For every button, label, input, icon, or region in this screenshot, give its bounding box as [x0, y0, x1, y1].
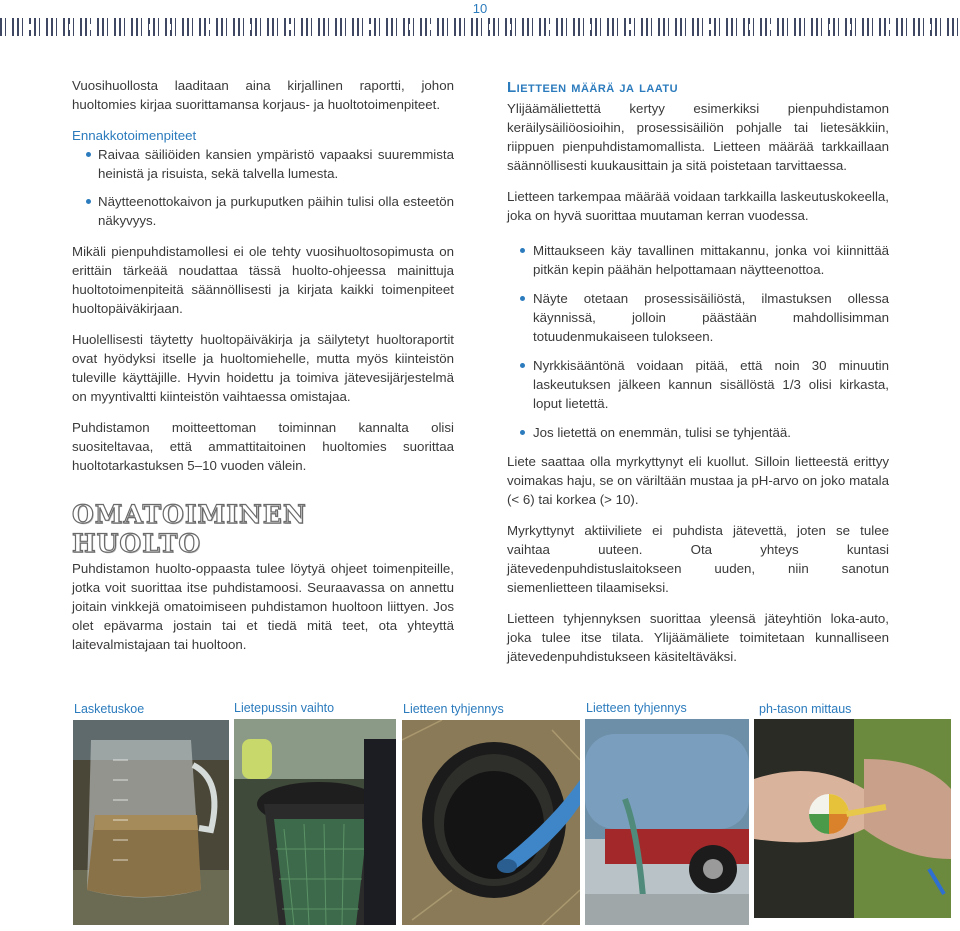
- preventive-list: [72, 145, 454, 230]
- ph-strip-photo: [754, 719, 951, 918]
- emptying-paragraph: Lietteen tyhjennyksen suorittaa yleensä jäteyhtiön loka-auto, joka tulee itse tilata. Ylijäämäliete toimitetaan kunnalliseen jätevedenpuhdistukseen käsiteltäväksi.: [507, 611, 889, 664]
- photo-caption: Lasketuskoe: [74, 702, 145, 716]
- right-column: [507, 78, 889, 678]
- list-item: Jos lietettä on enemmän, tulisi se tyhjentää.: [507, 423, 889, 442]
- header-barcode-mask: [0, 24, 960, 30]
- self-service-paragraph: Puhdistamon huolto-oppaasta tulee löytyä ohjeet toimenpiteille, jotka voit suorittaa itse puhdistamoosi. Seuraavassa on annettu joitain vinkkejä omatoimiseen puhdistamon huoltoon liittyen. Jos olet epävarma jostain tai et tiedä mitä teet, ota yhteyttä laitevalmistajaan tai huoltoon.: [72, 561, 454, 652]
- tank-truck-photo: [585, 719, 749, 925]
- list-item: Mittaukseen käy tavallinen mittakannu, jonka voi kiinnittää pitkän kepin päähän helpottamaan näytteenottoa.: [507, 241, 889, 279]
- settling-test-list: [507, 241, 889, 442]
- list-item: Näytteenottokaivon ja purkuputken päihin tulisi olla esteetön näkyvyys.: [72, 192, 454, 230]
- measuring-jug-photo: [73, 720, 229, 925]
- page-number: 10: [472, 1, 488, 16]
- bullet-icon: [520, 430, 525, 435]
- poisoned-sludge-paragraph: Liete saattaa olla myrkyttynyt eli kuollut. Silloin lietteestä erittyy voimakas haju, se on väriltään mustaa ja pH-arvo on joko matala (< 6) tai korkea (> 10).: [507, 454, 889, 507]
- photo-caption: Lietteen tyhjennys: [403, 702, 504, 716]
- left-column: [72, 76, 454, 487]
- service-diary-paragraph: Huolellisesti täytetty huoltopäiväkirja ja säilytetyt huoltoraportit ovat hyödyksi itselle ja huoltomiehelle, mutta myös kiinteistön tuleville käyttäjille. Hyvin hoidettu ja toimiva jätevesijärjestelmä on myyntivaltti kiinteistön vaihtaessa omistajaa.: [72, 332, 454, 404]
- intro-paragraph: Vuosihuollosta laaditaan aina kirjallinen raportti, johon huoltomies kirjaa suorittamansa korjaus- ja huoltotoimenpiteet.: [72, 78, 454, 112]
- section-banner: OMATOIMINEN HUOLTO: [72, 500, 307, 558]
- bullet-icon: [520, 248, 525, 253]
- photo-caption: Lietepussin vaihto: [234, 701, 335, 715]
- sludge-bag-photo: [234, 719, 396, 925]
- bullet-icon: [520, 296, 525, 301]
- photo-caption: Lietteen tyhjennys: [586, 701, 687, 715]
- service-contract-paragraph: Mikäli pienpuhdistamollesi ei ole tehty vuosihuoltosopimusta on erittäin tärkeää noudattaa tässä huolto-ohjeessa mainittuja huoltotoimenpiteitä säännöllisesti ja kirjata kaikki toimenpiteet huoltopäiväkirjaan.: [72, 244, 454, 316]
- left-column-bottom: [72, 559, 454, 666]
- inspection-paragraph: Puhdistamon moitteettoman toiminnan kannalta olisi suositeltavaa, että ammattitaitoinen huoltomies suorittaa huoltotarkastuksen 5–10 vuoden välein.: [72, 420, 454, 473]
- settling-test-paragraph: Lietteen tarkempaa määrää voidaan tarkkailla laskeutuskokeella, joka on hyvä suorittaa muutaman kerran vuodessa.: [507, 189, 889, 223]
- list-item: Näyte otetaan prosessisäiliöstä, ilmastuksen ollessa käynnissä, jolloin päästään mahdollisimman totuudenmukaiseen tulokseen.: [507, 289, 889, 346]
- sludge-amount-paragraph: Ylijäämäliettettä kertyy esimerkiksi pienpuhdistamon keräilysäiliöosioihin, prosessisäiliön pohjalle tai lietesäkkiin, riippuen pienpuhdistamomallista. Lietteen määrää tarkkaillaan säännöllisesti kuukausittain ja sitä poistetaan tarvittaessa.: [507, 101, 889, 173]
- list-item: Nyrkkisääntönä voidaan pitää, että noin 30 minuutin laskeutuksen jälkeen kannun sisällöstä 1/3 olisi kirkasta, loput lietettä.: [507, 356, 889, 413]
- replace-sludge-paragraph: Myrkyttynyt aktiiviliete ei puhdista jätevettä, joten se tulee vaihtaa uuteen. Ota yhteys kuntasi jätevedenpuhdistuslaitokseen uuden, niin sanotun siemenlietteen tilaamiseksi.: [507, 523, 889, 595]
- well-hose-photo: [402, 720, 580, 925]
- list-item: Raivaa säiliöiden kansien ympäristö vapaaksi suuremmista heinistä ja risuista, sekä talvella lumesta.: [72, 145, 454, 183]
- bullet-icon: [520, 363, 525, 368]
- photo-caption: ph-tason mittaus: [759, 702, 852, 716]
- section-heading: Lietteen määrä ja laatu: [507, 79, 679, 96]
- preventive-title: Ennakkotoimenpiteet: [72, 128, 197, 143]
- bullet-icon: [86, 199, 91, 204]
- bullet-icon: [86, 152, 91, 157]
